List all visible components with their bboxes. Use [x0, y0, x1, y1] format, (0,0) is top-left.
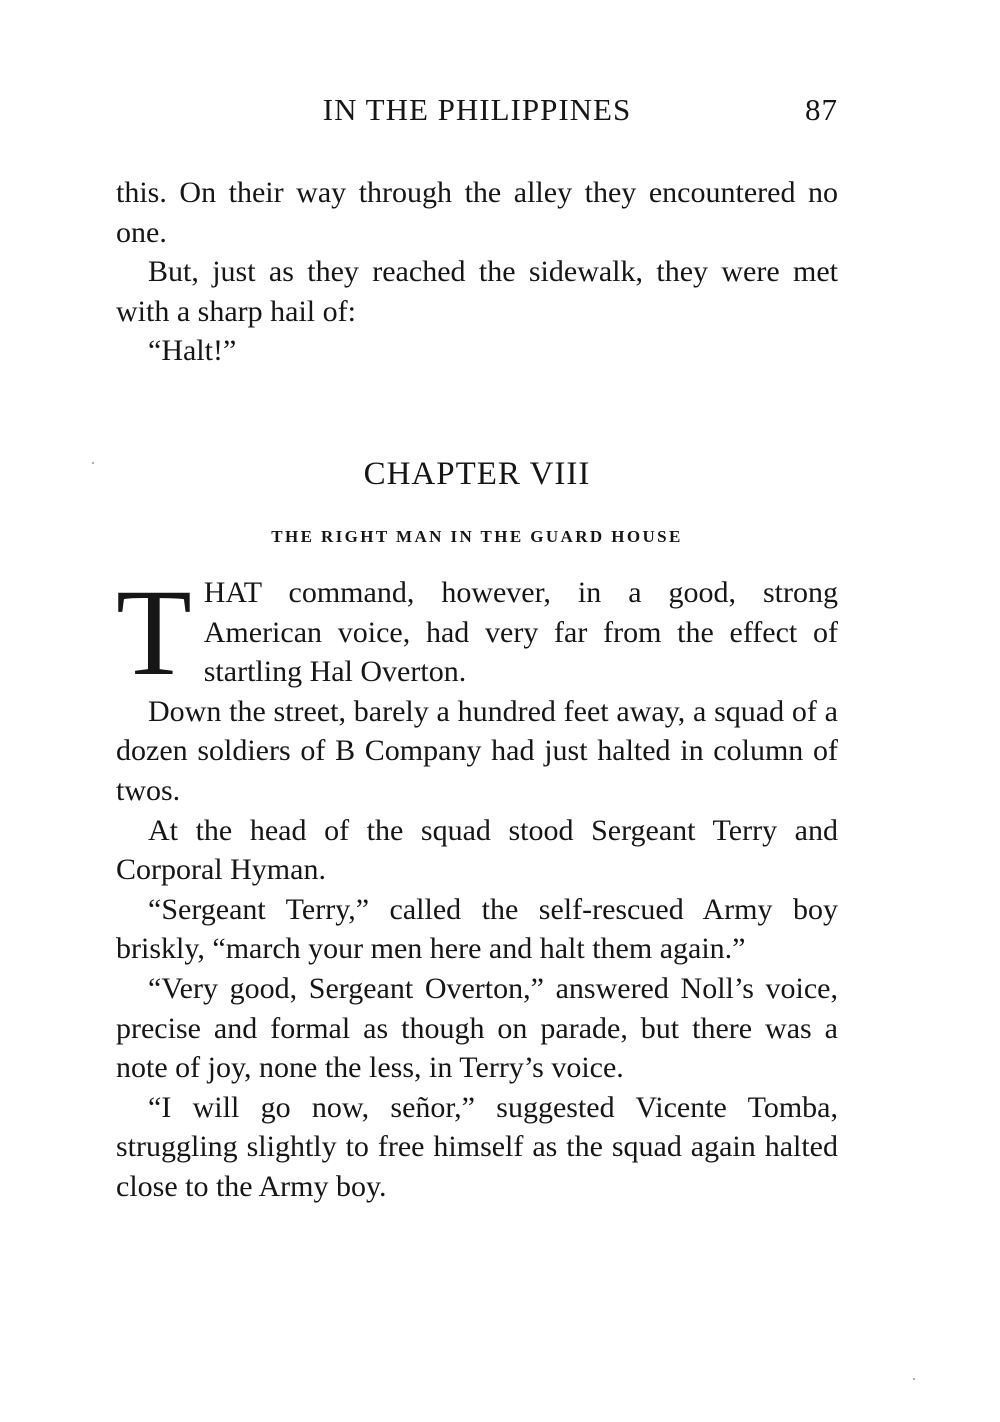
drop-cap: T	[116, 564, 192, 701]
chapter-body	[116, 564, 838, 1207]
paragraph: “I will go now, señor,” suggested Vicente Tomba, struggling slightly to free himself as the squad again halted close to the Army boy.	[116, 1090, 838, 1203]
page-number: 87	[805, 92, 838, 127]
opening-paragraph	[116, 564, 838, 701]
paragraph: But, just as they reached the sidewalk, they were met with a sharp hail of:	[116, 255, 838, 328]
paragraph: “Very good, Sergeant Overton,” answered Noll’s voice, precise and formal as though on parade, but there was a note of joy, none the less, in Terry’s voice.	[116, 971, 838, 1085]
paragraph: At the head of the squad stood Sergeant Terry and Corporal Hyman.	[116, 813, 838, 887]
paragraph: this. On their way through the alley they encountered no one.	[116, 176, 838, 249]
paragraph: Down the street, barely a hundred feet away, a squad of a dozen soldiers of B Company had just halted in column of twos.	[116, 694, 838, 807]
chapter-heading: CHAPTER VIII	[363, 456, 591, 492]
opening-paragraph-text: HAT command, however, in a good, strong American voice, had very far from the effect of startling Hal Overton.	[203, 576, 838, 689]
paragraph: “Sergeant Terry,” called the self-rescued Army boy briskly, “march your men here and halt them again.”	[116, 892, 838, 966]
paragraph: “Halt!”	[148, 334, 237, 368]
running-title: IN THE PHILIPPINES	[322, 92, 632, 127]
paper-speck	[92, 462, 94, 464]
running-head	[116, 88, 838, 132]
previous-chapter-ending	[116, 173, 838, 371]
chapter-subtitle: THE RIGHT MAN IN THE GUARD HOUSE	[271, 527, 683, 546]
paper-speck	[913, 1378, 915, 1380]
book-page	[116, 0, 838, 1422]
